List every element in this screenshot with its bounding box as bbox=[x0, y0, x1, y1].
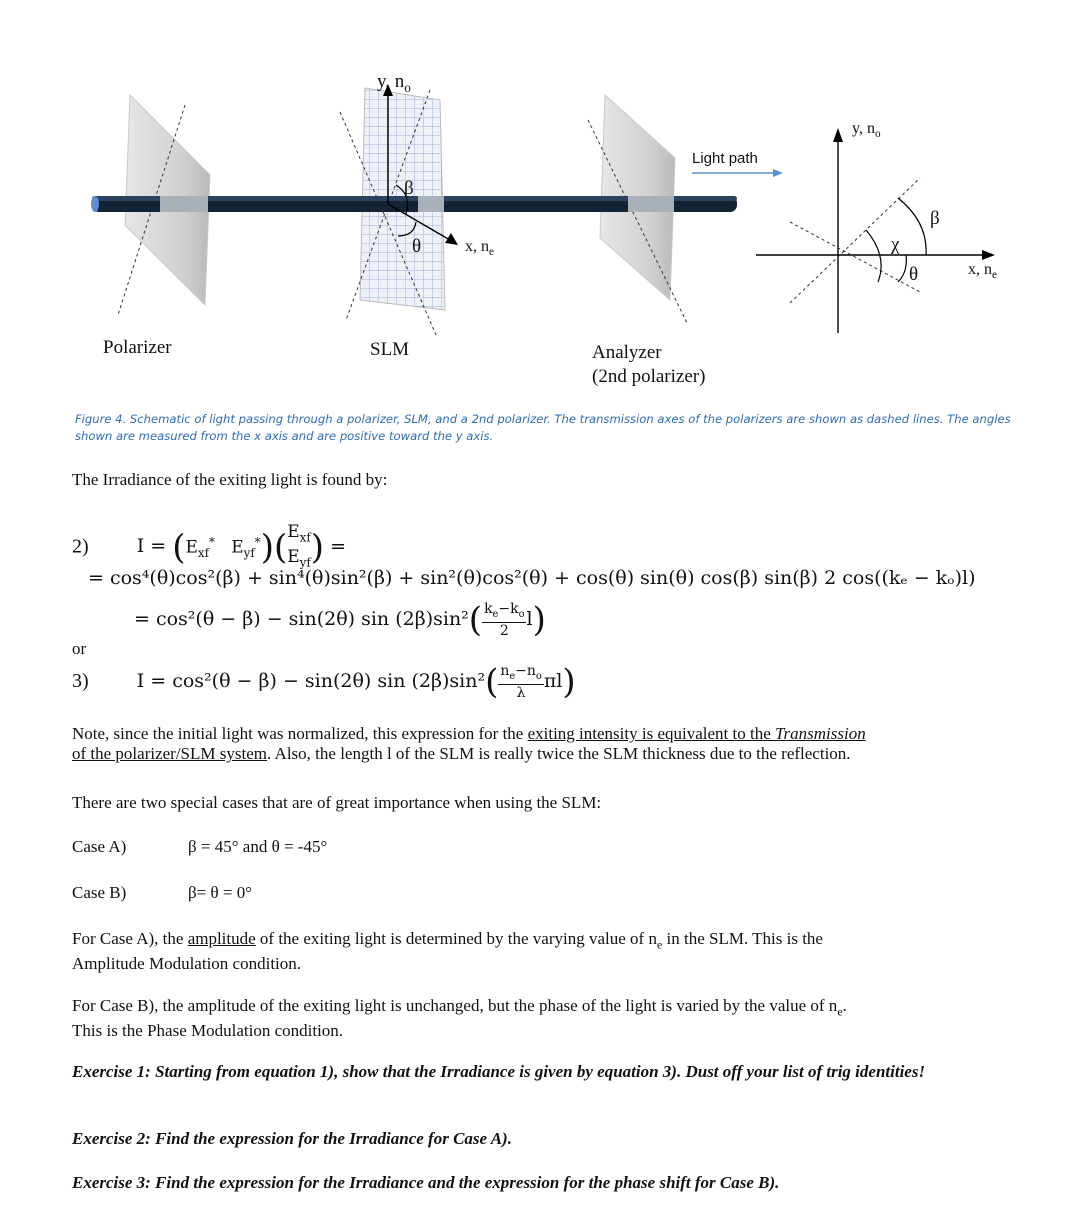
case-a-paragraph: For Case A), the amplitude of the exiting light is determined by the varying value of $n_e$ in the SLM. This is the Amplitude Modulation condition. bbox=[72, 929, 823, 974]
polarizer-label: Polarizer bbox=[103, 337, 172, 358]
equation-2-line2: = cos⁴(θ)cos²(β) + sin⁴(θ)sin²(β) + sin²(θ)cos²(θ) + cos(θ) sin(θ) cos(β) sin(β) 2 cos((kₑ − kₒ)l) bbox=[88, 567, 976, 589]
intro-paragraph: The Irradiance of the exiting light is found by: bbox=[72, 470, 388, 489]
case-a-label: Case A) bbox=[72, 837, 127, 856]
slm-theta-label: θ bbox=[412, 236, 422, 257]
right-chi-label: χ bbox=[891, 234, 900, 255]
exercise-1: Exercise 1: Starting from equation 1), show that the Irradiance is given by equation 3). Dust off your list of trig identities! bbox=[72, 1062, 926, 1081]
case-a-value: β = 45° and θ = -45° bbox=[188, 837, 328, 856]
right-beta-label: β bbox=[930, 208, 940, 229]
analyzer-sub-label: (2nd polarizer) bbox=[592, 366, 706, 387]
equation-2-line1: 2) $I = (E_{xf}^*$ $E_{yf}^*)(E_{xf}$ $E_{yf}$) = bbox=[72, 522, 346, 570]
case-b-label: Case B) bbox=[72, 883, 127, 902]
equation-2-line3: = cos²(θ − β) − sin(2θ) sin (2β)sin²( $\frac{k_e-k_o}{2}$ l) bbox=[134, 600, 546, 640]
case-b-paragraph: For Case B), the amplitude of the exiting light is unchanged, but the phase of the light is varied by the value of $n_e$. This is the Phase Modulation condition. bbox=[72, 996, 847, 1041]
slm-x-axis-label: x, $n_e$ bbox=[465, 238, 494, 259]
figure-caption: Figure 4. Schematic of light passing through a polarizer, SLM, and a 2nd polarizer. The transmission axes of the polarizers are shown as dashed lines. The angles shown are measured from the x axis and are positive toward the y axis. bbox=[75, 412, 1011, 443]
angle-diagram bbox=[756, 128, 995, 333]
analyzer-label: Analyzer bbox=[592, 342, 662, 363]
light-beam bbox=[91, 196, 737, 212]
slm-beta-label: β bbox=[404, 178, 414, 199]
special-cases-intro: There are two special cases that are of great importance when using the SLM: bbox=[72, 793, 602, 812]
slm-y-axis-label: y, $n_o$ bbox=[377, 71, 411, 95]
light-path-label: Light path bbox=[692, 150, 758, 167]
right-theta-label: θ bbox=[909, 264, 919, 285]
case-b-value: β= θ = 0° bbox=[188, 883, 253, 902]
right-y-axis-label: y, $n_o$ bbox=[852, 120, 881, 141]
exercise-2: Exercise 2: Find the expression for the Irradiance for Case A). bbox=[72, 1129, 512, 1148]
note-paragraph: Note, since the initial light was normalized, this expression for the exiting intensity is equivalent to the Transmission of the polarizer/SLM system. Also, the length l of the SLM is really twice the SLM thickness due to the reflection. bbox=[72, 724, 866, 763]
slm-label: SLM bbox=[370, 339, 410, 360]
equation-3: 3) I = cos²(θ − β) − sin(2θ) sin (2β)sin²( $\frac{n_e-n_o}{\lambda}$ πl) bbox=[72, 662, 576, 702]
exercise-3: Exercise 3: Find the expression for the Irradiance and the expression for the phase shift for Case B). bbox=[72, 1173, 780, 1192]
right-x-axis-label: x, $n_e$ bbox=[968, 261, 997, 282]
or-text: or bbox=[72, 639, 87, 658]
